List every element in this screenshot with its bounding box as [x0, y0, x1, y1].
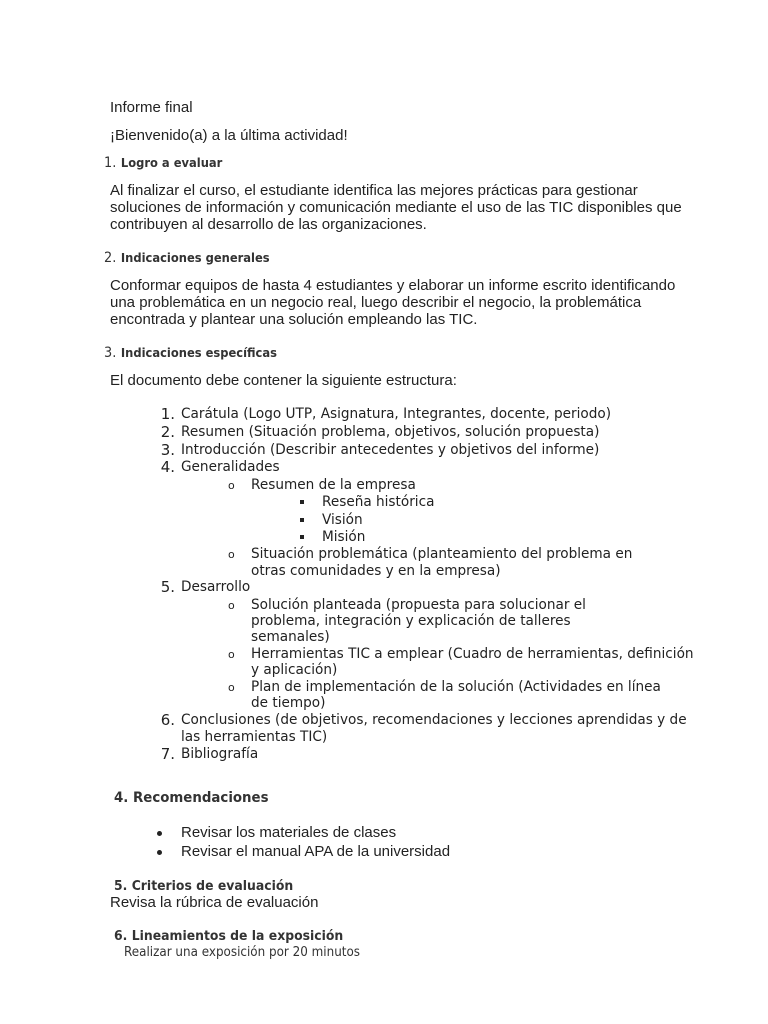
- list-item-number: 7.: [160, 745, 175, 763]
- section-1-text: [110, 182, 682, 233]
- section-6-heading: [114, 928, 343, 944]
- sublist-item-line: Situación problemática (planteamiento del problema en: [251, 546, 633, 562]
- list-item-line: Conclusiones (de objetivos, recomendaciones y lecciones aprendidas y de: [181, 712, 687, 728]
- bullet-dot-icon: [157, 831, 162, 836]
- section-1-line: soluciones de información y comunicación mediante el uso de las TIC disponibles que: [110, 199, 682, 216]
- list-item-number: 3.: [160, 441, 175, 459]
- sublist-item-text: [251, 597, 586, 645]
- sublist-item-line: Solución planteada (propuesta para solucionar el: [251, 597, 586, 613]
- sublist-item-text: [251, 646, 694, 678]
- section-1-heading: [104, 155, 222, 171]
- sublist-item-text: Resumen de la empresa: [251, 477, 416, 493]
- section-3-heading: [104, 345, 277, 361]
- section-3-intro: El documento debe contener la siguiente estructura:: [110, 372, 457, 389]
- circle-bullet-icon: o: [228, 599, 235, 612]
- square-bullet-icon: [300, 500, 304, 504]
- section-5-text: Revisa la rúbrica de evaluación: [110, 894, 319, 911]
- section-4-heading: [114, 790, 269, 806]
- section-1-line: contribuyen al desarrollo de las organizaciones.: [110, 216, 427, 233]
- list-item-text: Desarrollo: [181, 579, 251, 595]
- list-item-number: 4.: [160, 458, 175, 476]
- sublist-item-line: Plan de implementación de la solución (Actividades en línea: [251, 679, 661, 695]
- list-item-text: [181, 712, 687, 746]
- section-3-number: 3.: [104, 345, 117, 361]
- circle-bullet-icon: o: [228, 648, 235, 661]
- document-title: Informe final: [110, 99, 193, 116]
- recommendation-item: Revisar el manual APA de la universidad: [181, 843, 451, 860]
- square-bullet-icon: [300, 518, 304, 522]
- section-6-text: Realizar una exposición por 20 minutos: [124, 945, 361, 960]
- recommendation-item: Revisar los materiales de clases: [181, 824, 397, 841]
- sublist-item-text: [251, 546, 632, 580]
- welcome-text: ¡Bienvenido(a) a la última actividad!: [110, 127, 348, 144]
- subsublist-item-text: Misión: [322, 529, 366, 545]
- section-2-heading: [104, 250, 270, 266]
- sublist-item-text: [251, 679, 661, 711]
- list-item-text: Carátula (Logo UTP, Asignatura, Integrantes, docente, periodo): [181, 406, 612, 422]
- section-5-number: 5.: [114, 878, 128, 894]
- section-4-title: Recomendaciones: [133, 790, 269, 806]
- section-2-line: Conformar equipos de hasta 4 estudiantes y elaborar un informe escrito identificando: [110, 277, 676, 294]
- sublist-item-line: semanales): [251, 629, 330, 645]
- list-item-text: Generalidades: [181, 459, 280, 475]
- section-1-line: Al finalizar el curso, el estudiante identifica las mejores prácticas para gestionar: [110, 182, 638, 199]
- list-item-line: las herramientas TIC): [181, 729, 328, 745]
- section-6-number: 6.: [114, 928, 128, 944]
- section-6-title: Lineamientos de la exposición: [131, 928, 344, 944]
- section-1-number: 1.: [104, 155, 117, 171]
- sublist-item-line: otras comunidades y en la empresa): [251, 563, 501, 579]
- list-item-number: 2.: [160, 423, 175, 441]
- list-item-text: Introducción (Describir antecedentes y objetivos del informe): [181, 442, 600, 458]
- circle-bullet-icon: o: [228, 548, 235, 561]
- sublist-item-line: y aplicación): [251, 662, 338, 678]
- list-item-number: 1.: [160, 405, 175, 423]
- section-1-title: Logro a evaluar: [120, 155, 223, 170]
- section-2-line: encontrada y plantear una solución empleando las TIC.: [110, 311, 478, 328]
- section-2-text: [110, 277, 675, 328]
- sublist-item-line: de tiempo): [251, 695, 326, 711]
- subsublist-item-text: Reseña histórica: [322, 494, 435, 510]
- section-4-number: 4.: [114, 790, 129, 806]
- section-5-title: Criterios de evaluación: [131, 878, 294, 894]
- list-item-text: Resumen (Situación problema, objetivos, solución propuesta): [181, 424, 600, 440]
- section-3-title: Indicaciones específicas: [120, 345, 277, 360]
- circle-bullet-icon: o: [228, 479, 235, 492]
- list-item-number: 6.: [160, 711, 175, 729]
- section-2-title: Indicaciones generales: [120, 250, 270, 265]
- list-item-number: 5.: [160, 578, 175, 596]
- square-bullet-icon: [300, 535, 304, 539]
- sublist-item-line: Herramientas TIC a emplear (Cuadro de herramientas, definición: [251, 646, 694, 662]
- bullet-dot-icon: [157, 850, 162, 855]
- section-2-line: una problemática en un negocio real, luego describir el negocio, la problemática: [110, 294, 642, 311]
- subsublist-item-text: Visión: [322, 512, 363, 528]
- sublist-item-line: problema, integración y explicación de talleres: [251, 613, 571, 629]
- section-5-heading: [114, 878, 293, 894]
- circle-bullet-icon: o: [228, 681, 235, 694]
- section-2-number: 2.: [104, 250, 117, 266]
- list-item-text: Bibliografía: [181, 746, 259, 762]
